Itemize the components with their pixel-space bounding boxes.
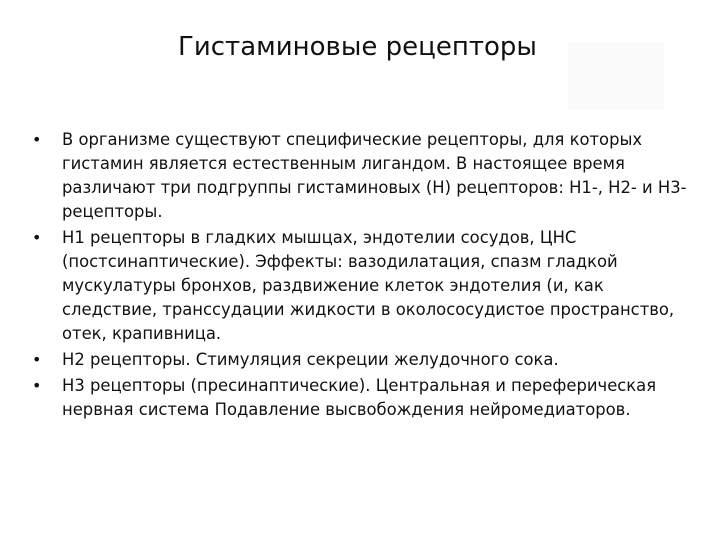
bullet-text: Н2 рецепторы. Стимуляция секреции желудочного сока. xyxy=(62,350,559,369)
bullet-dot-icon: • xyxy=(32,130,42,149)
bullet-dot-icon: • xyxy=(32,350,42,369)
bullet-item-h3 xyxy=(32,374,692,422)
bullet-dot-icon: • xyxy=(32,376,42,395)
bullet-item-h1 xyxy=(32,226,692,346)
bullet-text: Н1 рецепторы в гладких мышцах, эндотелии сосудов, ЦНС (постсинаптические). Эффекты: вазодилатация, спазм гладкой мускулатуры бронхов, раздвижение клеток эндотелия (и, как следствие, транссудации жидкости в околососудистое пространство, отек, крапивница. xyxy=(62,228,675,343)
bullet-text: В организме существуют специфические рецепторы, для которых гистамин является естественным лигандом. В настоящее время различают три подгруппы гистаминовых (Н) рецепторов: Н1-, Н2- и Н3-рецепторы. xyxy=(62,130,687,221)
faint-placeholder-box xyxy=(568,42,664,110)
bullet-list xyxy=(32,128,692,424)
bullet-dot-icon: • xyxy=(32,228,42,247)
bullet-item-histamine-receptors xyxy=(32,128,692,224)
bullet-text: Н3 рецепторы (пресинаптические). Центральная и переферическая нервная система Подавление высвобождения нейромедиаторов. xyxy=(62,376,657,419)
bullet-item-h2 xyxy=(32,348,692,372)
slide-title: Гистаминовые рецепторы xyxy=(178,32,537,62)
